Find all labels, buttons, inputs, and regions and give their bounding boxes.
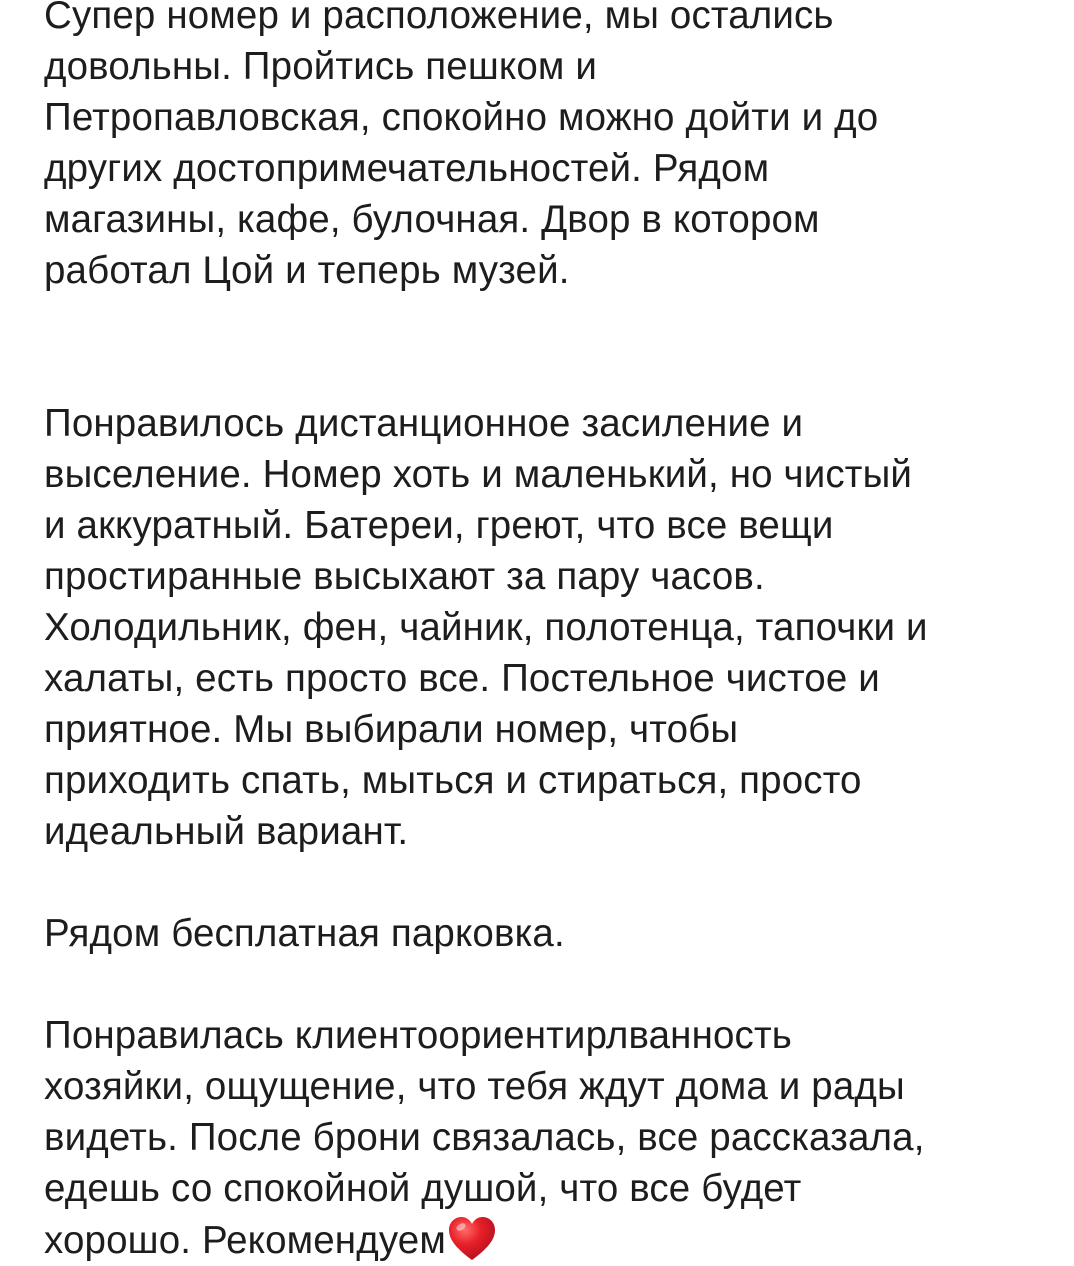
text-line-content: хорошо. Рекомендуем [44, 1219, 446, 1262]
text-line: Понравилась клиентоориентирлванность [44, 1014, 792, 1057]
text-line: халаты, есть просто все. Постельное чистое и [44, 657, 880, 700]
heart-shape [449, 1217, 495, 1260]
text-line: видеть. После брони связалась, все рассказала, [44, 1116, 925, 1159]
review-text [44, 0, 1064, 1265]
paragraph-host [44, 1010, 1064, 1265]
text-line: Рядом бесплатная парковка. [44, 912, 565, 955]
text-line: других достопримечательностей. Рядом [44, 147, 770, 190]
text-line: едешь со спокойной душой, что все будет [44, 1167, 802, 1210]
text-line: Петропавловская, спокойно можно дойти и до [44, 96, 879, 139]
text-line-last [44, 1214, 1064, 1265]
text-line: идеальный вариант. [44, 810, 409, 853]
text-line: довольны. Пройтись пешком и [44, 45, 598, 88]
text-line: приходить спать, мыться и стираться, просто [44, 759, 862, 802]
text-line: приятное. Мы выбирали номер, чтобы [44, 708, 739, 751]
text-line: работал Цой и теперь музей. [44, 249, 570, 292]
paragraph-location [44, 0, 1064, 296]
paragraph-room [44, 398, 1064, 857]
text-line: выселение. Номер хоть и маленький, но чистый [44, 453, 913, 496]
text-line: Понравилось дистанционное засиление и [44, 402, 804, 445]
paragraph-parking [44, 908, 1064, 959]
text-line: хозяйки, ощущение, что тебя ждут дома и рады [44, 1065, 905, 1108]
text-line: и аккуратный. Батереи, греют, что все вещи [44, 504, 834, 547]
text-line: Супер номер и расположение, мы остались [44, 0, 834, 37]
text-line: Холодильник, фен, чайник, полотенца, тапочки и [44, 606, 928, 649]
text-line: простиранные высыхают за пару часов. [44, 555, 765, 598]
text-line: магазины, кафе, булочная. Двор в котором [44, 198, 820, 241]
red-heart-icon [447, 1214, 497, 1264]
